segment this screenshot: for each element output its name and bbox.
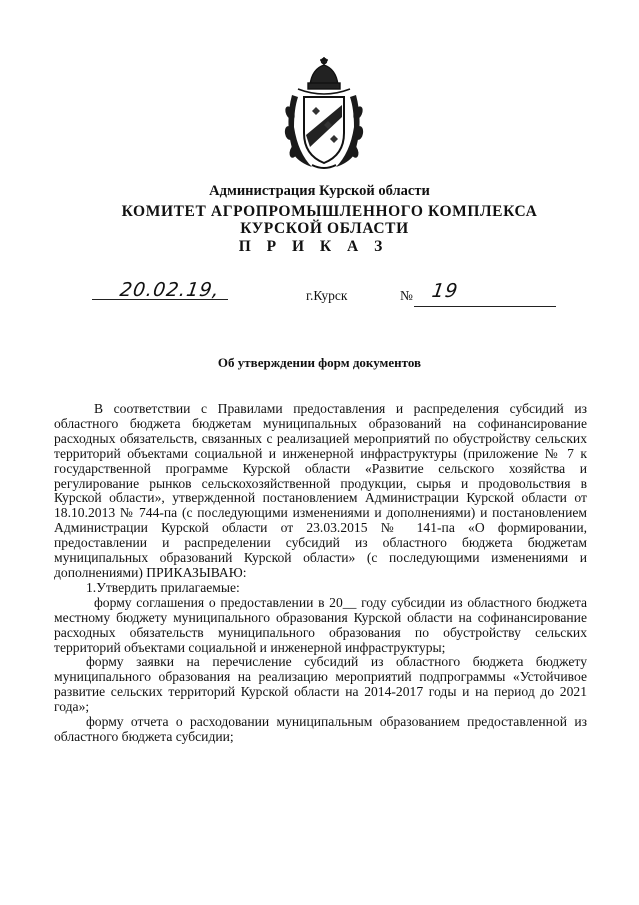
paragraph-form-request: форму заявки на перечисление субсидий из областного бюджета бюджету муниципального образования на реализацию мероприятий подпрограммы «Устойчивое развитие сельских территорий Курской области на 2014-2017 годы и на период до 2021 года»; (54, 654, 587, 715)
document-type: П Р И К А З (238, 238, 389, 255)
committee-title: КОМИТЕТ АГРОПРОМЫШЛЕННОГО КОМПЛЕКСА (121, 203, 538, 220)
paragraph-form-report: форму отчета о расходовании муниципальным образованием предоставленной из областного бюджета субсидии; (54, 714, 587, 744)
administration-title: Администрация Курской области (209, 183, 430, 199)
city-label: г.Курск (306, 288, 348, 303)
document-subject: Об утверждении форм документов (217, 355, 422, 370)
paragraph-preamble: В соответствии с Правилами предоставления и распределения субсидий из областного бюджета бюджетам муниципальных образований на софинансирование расходных обязательств, связанных с реализацией мероприятий по обустройству сельских территорий объектами социальной и инженерной инфраструктуры (приложение № 7 к государственной программе Курской области «Развитие сельского хозяйства и регулирование рынков сельскохозяйственной продукции, сырья и продовольствия в Курской области», утвержденной постановлением Администрации Курской области от 18.10.2013 № 744-па (с последующими изменениями и дополнениями) и постановлением Администрации Курской области от 23.03.2015 № 141-па «О формировании, предоставлении и распределении субсидий из областного бюджета бюджетам муниципальных образований Курской области» (с последующими изменениями и дополнениями) ПРИКАЗЫВАЮ: (54, 401, 587, 580)
paragraph-approve: 1.Утвердить прилагаемые: (86, 579, 240, 595)
date-underline (92, 298, 228, 300)
handwritten-number: 19 (430, 280, 460, 302)
handwritten-date: 20.02.19, (118, 279, 222, 301)
coat-of-arms-icon (282, 55, 366, 175)
region-title: КУРСКОЙ ОБЛАСТИ (240, 220, 409, 237)
number-sign: № (400, 288, 413, 303)
paragraph-form-agreement: форму соглашения о предоставлении в 20__ году субсидии из областного бюджета местному бюджету муниципального образования Курской области на софинансирование расходных обязательств муниципального образования по обустройству сельских территорий объектами социальной и инженерной инфраструктуры; (54, 594, 587, 655)
document-body (54, 402, 587, 745)
number-underline (414, 305, 556, 307)
